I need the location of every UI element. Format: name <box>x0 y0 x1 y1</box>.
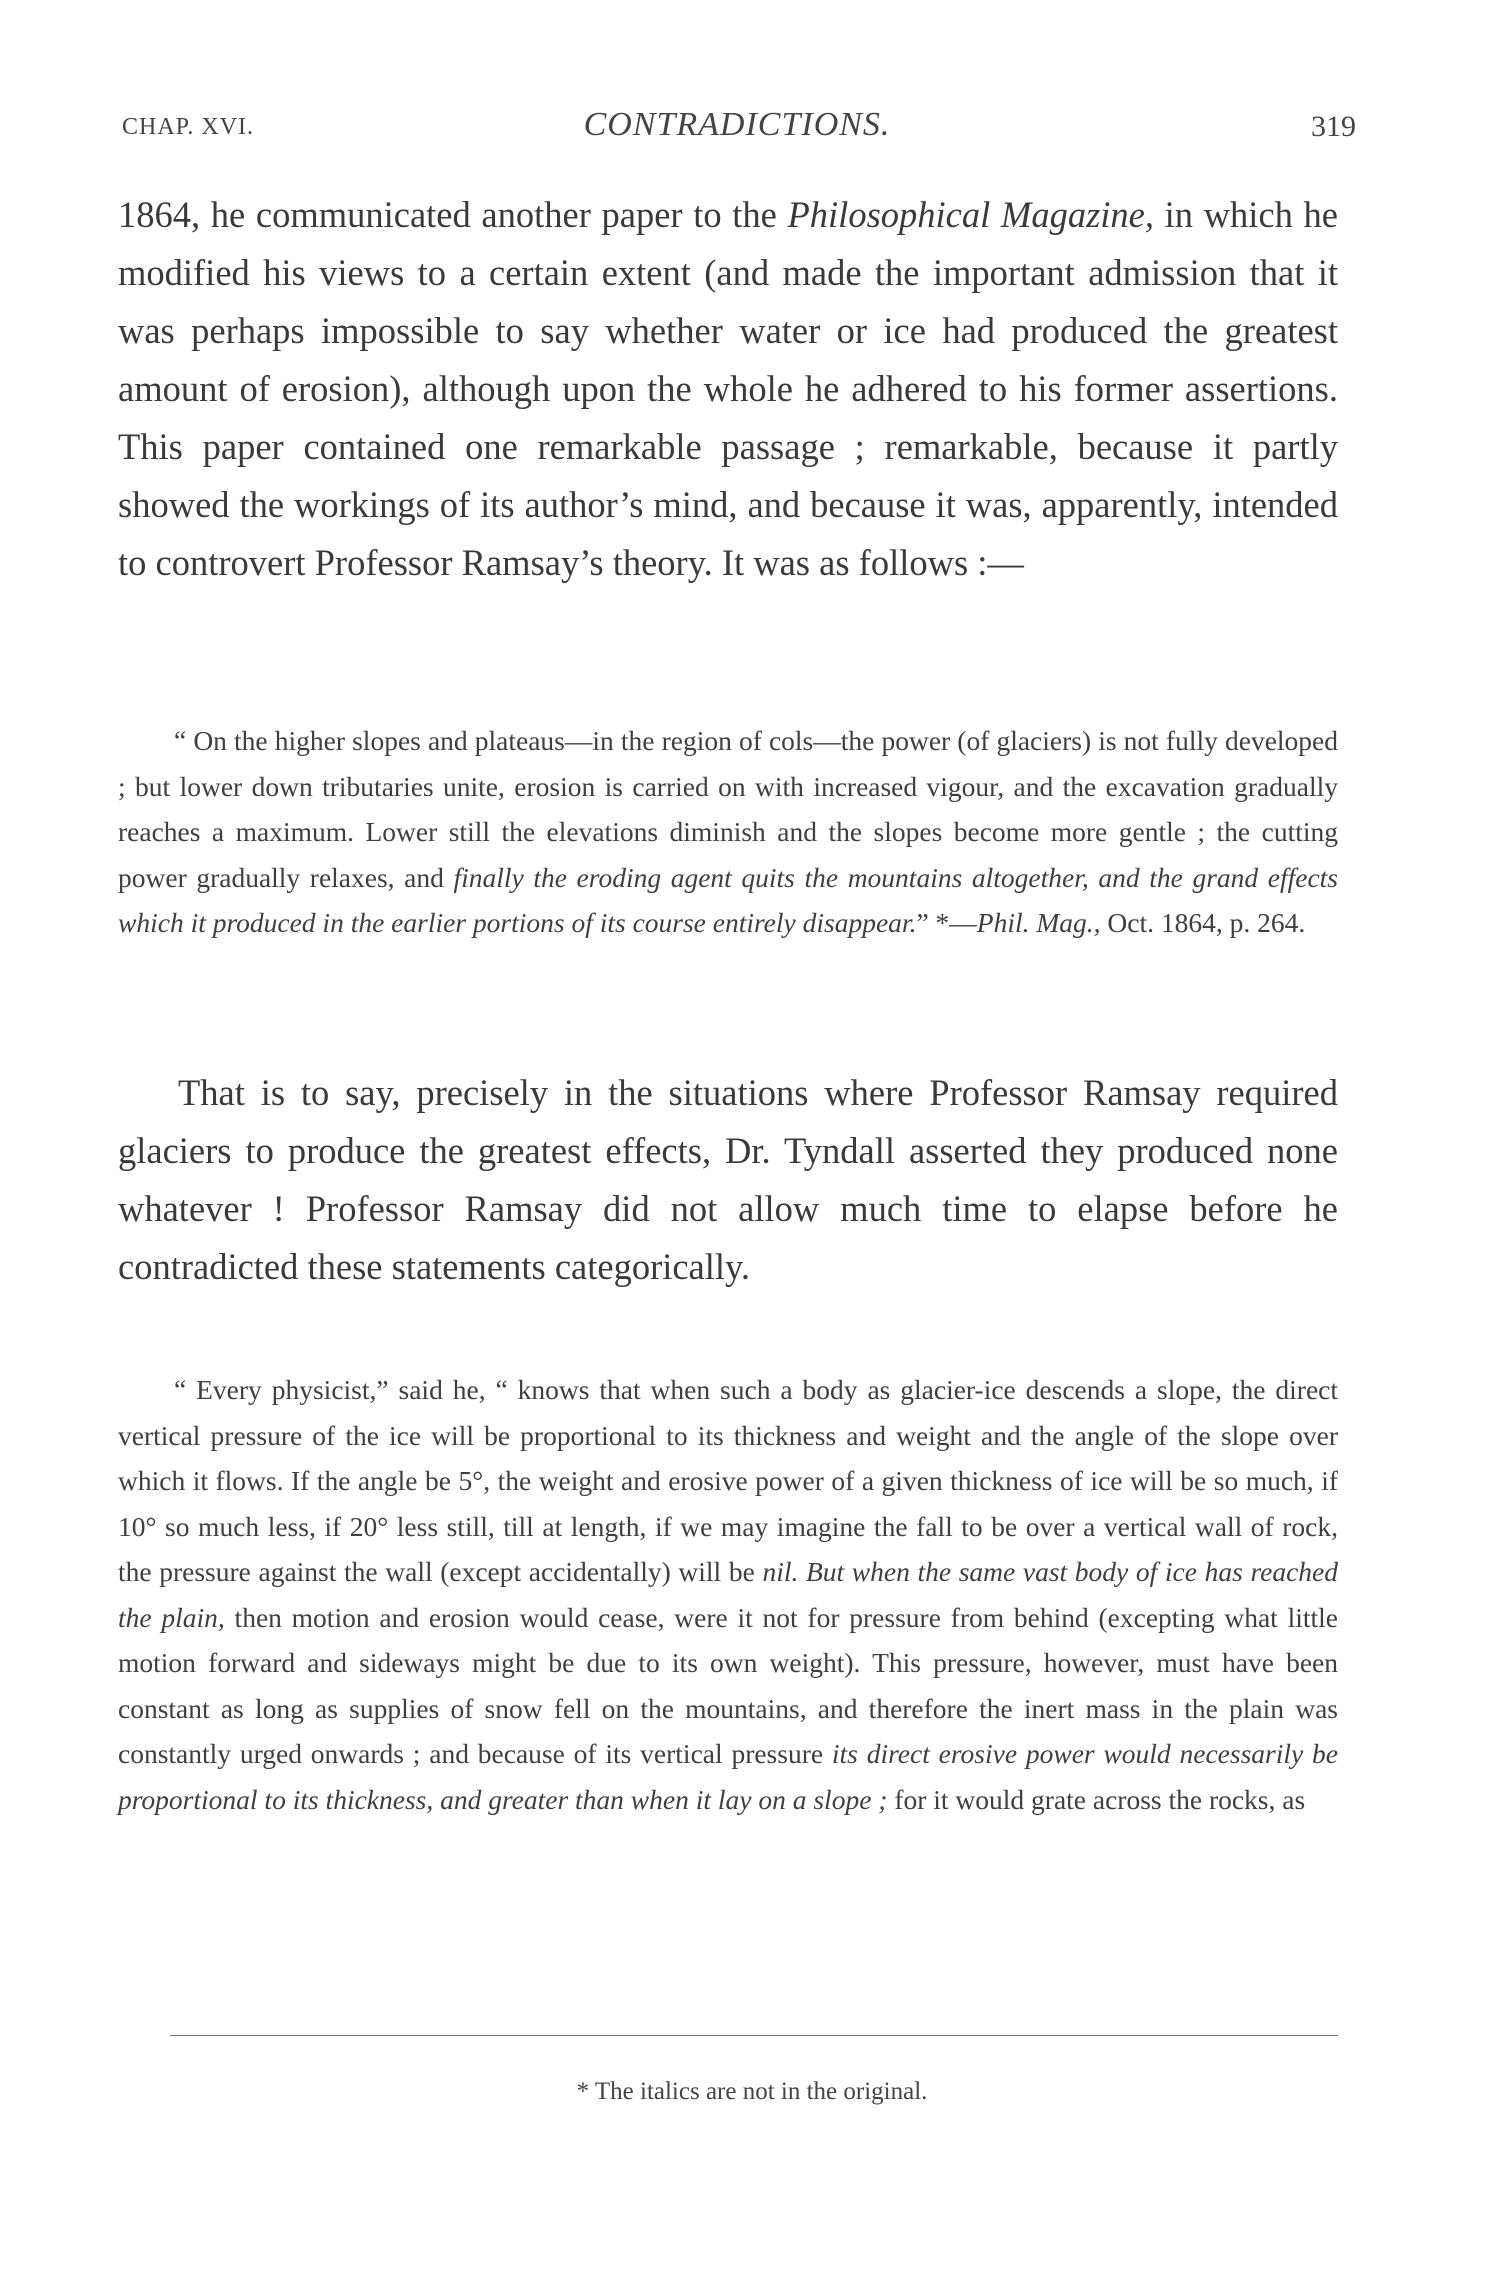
quote-2-text-a: “ Every physicist,” said he, “ knows that when such a body as glacier-ice descends a slope, the direct vertical pressure of the ice will be proportional to its thickness and weight and the angle of the slope over which it flows. If the angle be 5°, the weight and erosive power of a given thickness of ice will be so much, if 10° so much less, if 20° less still, till at length, if we may imagine the fall to be over a vertical wall of rock, the pressure against the wall (except accidentally) will be <box>118 1374 1338 1587</box>
quote-2 <box>118 1367 1338 1822</box>
quote-1-text-b: ” *— <box>916 907 977 938</box>
quote-1-italic: finally the eroding agent quits the mountains altogether, and the grand effects which it produced in the earlier portions of its course entirely disappear. <box>118 861 1338 938</box>
footnote: * The italics are not in the original. <box>576 2078 928 2105</box>
quote-2-italic-a: But when the same vast body of ice has reached the plain, <box>118 1556 1338 1633</box>
quote-2-text-b: then motion and erosion would cease, were it not for pressure from behind (excepting what little motion forward and sideways might be due to its own weight). This pressure, however, must have been constant as long as supplies of snow fell on the mountains, and therefore the inert mass in the plain was constantly urged onwards ; and because of its vertical pressure <box>118 1601 1338 1769</box>
quote-1 <box>118 718 1338 946</box>
quote-2-italic-b: its direct erosive power would necessarily be proportional to its thickness, and greater than when it lay on a slope ; <box>118 1738 1338 1815</box>
journal-title: Philosophical Magazine, <box>787 194 1154 235</box>
paragraph-2 <box>118 1064 1338 1296</box>
quote-1-source: Oct. 1864, p. 264. <box>1100 907 1306 938</box>
quote-1-text-a: “ On the higher slopes and plateaus—in the region of cols—the power (of glaciers) is not fully developed ; but lower down tributaries unite, erosion is carried on with increased vigour, and the excavation gradually reaches a maximum. Lower still the elevations diminish and the slopes become more gentle ; the cutting power gradually relaxes, and <box>118 725 1338 893</box>
footnote-rule <box>170 2035 1338 2036</box>
page-number: 319 <box>1311 110 1356 143</box>
quote-2-text-c: for it would grate across the rocks, as <box>887 1783 1306 1815</box>
paragraph-1 <box>118 186 1338 592</box>
running-title: CONTRADICTIONS. <box>583 106 891 143</box>
running-header <box>118 106 1356 146</box>
paragraph-1-text-a: 1864, he communicated another paper to the <box>118 194 788 235</box>
paragraph-2-text: That is to say, precisely in the situations where Professor Ramsay required glaciers to produce the greatest effects, Dr. Tyndall asserted they produced none whatever ! Professor Ramsay did not allow much time to elapse before he contradicted these statements categorically. <box>118 1072 1338 1287</box>
chapter-label: CHAP. XVI. <box>122 114 255 140</box>
paragraph-1-text-b: in which he modified his views to a certain extent (and made the important admission that it was perhaps impossible to say whether water or ice had produced the greatest amount of erosion), although upon the whole he adhered to his former assertions. This paper contained one remarkable passage ; remarkable, because it partly showed the workings of its author’s mind, and because it was, apparently, intended to controvert Professor Ramsay’s theory. It was as follows :— <box>118 194 1338 583</box>
quote-2-nil: nil. <box>762 1556 799 1587</box>
quote-1-source-journal: Phil. Mag., <box>976 907 1101 938</box>
